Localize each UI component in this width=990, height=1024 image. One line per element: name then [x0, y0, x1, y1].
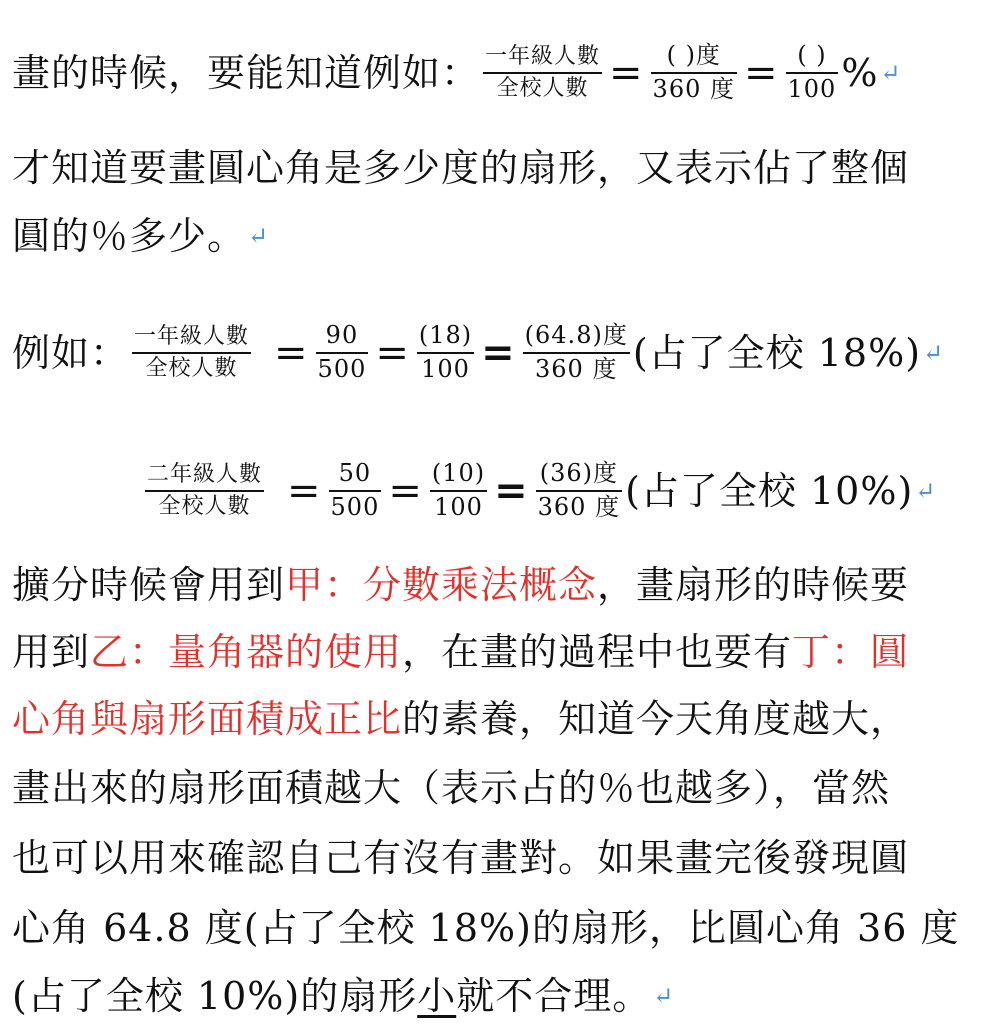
equals-sign: =	[375, 329, 410, 376]
text-run: 也可以用來確認自己有沒有畫對。如果畫完後發現圓	[12, 836, 910, 880]
text-run: 畫出來的扇形面積越大（表示占的％也越多），當然	[12, 766, 891, 810]
fraction-grade-over-total	[132, 324, 251, 381]
fraction-numerator: ( )	[797, 41, 827, 69]
fraction-degree	[523, 322, 630, 383]
example-line-2	[142, 460, 982, 521]
fraction-denominator: 360 度	[535, 354, 618, 383]
fraction-denominator: 360 度	[652, 74, 735, 103]
fraction-denominator: 100	[434, 492, 483, 521]
text-run: 用到	[12, 630, 91, 674]
para2-line1: 才知道要畫圓心角是多少度的扇形，又表示佔了整個	[12, 146, 910, 190]
equals-sign: =	[274, 329, 309, 376]
fraction-bar	[483, 72, 602, 74]
text-run: (占了全校 10%)的扇形	[12, 974, 418, 1018]
paragraph-mark-icon: ↵	[653, 982, 675, 1010]
fraction-denominator: 全校人數	[158, 493, 251, 519]
equals-sign: =	[481, 328, 516, 376]
formula-line-1	[12, 42, 982, 103]
fraction-denominator: 500	[317, 354, 367, 383]
fraction-bar	[316, 352, 369, 354]
text-line	[12, 974, 982, 1018]
example-prefix: 例如：	[12, 330, 130, 375]
fraction-denominator: 全校人數	[145, 355, 238, 381]
text-line	[12, 630, 982, 674]
fraction-bar	[523, 352, 630, 354]
fraction-denominator: 100	[421, 354, 470, 383]
fraction-count	[329, 460, 382, 521]
paragraph-mark-icon: ↵	[923, 338, 945, 367]
fraction-count	[316, 322, 369, 383]
fraction-grade-over-total	[483, 44, 602, 101]
percent-sign: %	[841, 50, 879, 95]
fraction-denominator: 360 度	[537, 492, 621, 521]
text-line	[12, 563, 982, 607]
fraction-bar	[536, 490, 622, 492]
fraction-numerator: ( )度	[666, 41, 721, 69]
para1-prefix: 畫的時候，要能知道例如：	[12, 50, 481, 95]
text-run: 擴分時候會用到	[12, 563, 286, 607]
equals-sign: =	[743, 49, 779, 96]
fraction-denominator: 500	[330, 492, 380, 521]
highlight-concept-d-cont: 心角與扇形面積成正比	[12, 697, 403, 741]
fraction-numerator: (10)	[431, 459, 486, 487]
highlight-concept-a: 甲：分數乘法概念	[285, 563, 598, 607]
fraction-bar	[145, 490, 264, 492]
equals-sign: =	[287, 467, 322, 514]
highlight-concept-b: 乙：量角器的使用	[90, 630, 403, 674]
text-run: ，畫扇形的時候要	[597, 563, 910, 607]
fraction-bar	[132, 352, 251, 354]
example-result: (占了全校 10%)	[625, 468, 914, 513]
paragraph-mark-icon: ↵	[915, 476, 937, 505]
fraction-numerator: 一年級人數	[485, 44, 601, 70]
fraction-percent	[786, 42, 839, 103]
fraction-bar	[651, 72, 737, 74]
example-line-1	[12, 322, 982, 383]
text-line	[12, 766, 982, 810]
equals-sign: =	[388, 467, 423, 514]
text-run: 就不合理。	[456, 974, 652, 1018]
fraction-numerator: 二年級人數	[147, 462, 263, 488]
fraction-numerator: 50	[338, 459, 372, 487]
fraction-numerator: (36)度	[539, 459, 618, 487]
fraction-numerator: (18)	[418, 321, 473, 349]
equals-sign: =	[494, 466, 529, 514]
text-line	[12, 214, 982, 258]
fraction-denominator: 全校人數	[496, 75, 589, 101]
para2-line2: 圓的％多少。	[12, 214, 247, 258]
fraction-numerator: (64.8)度	[524, 321, 628, 349]
fraction-numerator: 一年級人數	[134, 324, 250, 350]
equals-sign: =	[609, 49, 644, 96]
fraction-degree	[651, 42, 737, 103]
fraction-bar	[430, 490, 487, 492]
fraction-bar	[417, 352, 474, 354]
text-line	[12, 906, 982, 950]
paragraph-mark-icon: ↵	[248, 222, 270, 250]
fraction-bar	[786, 72, 839, 74]
paragraph-mark-icon: ↵	[880, 58, 902, 87]
fraction-percent	[430, 460, 487, 521]
fraction-denominator: 100	[787, 74, 837, 103]
text-line	[12, 697, 982, 741]
fraction-bar	[329, 490, 382, 492]
text-run: ，在畫的過程中也要有	[402, 630, 793, 674]
fraction-percent	[417, 322, 474, 383]
fraction-degree	[536, 460, 622, 521]
text-line	[12, 836, 982, 880]
underlined-word: 小	[417, 974, 457, 1018]
text-line	[12, 146, 982, 190]
text-run: 的素養，知道今天角度越大，	[402, 697, 910, 741]
fraction-numerator: 90	[325, 321, 359, 349]
highlight-concept-d: 丁：圓	[792, 630, 910, 674]
text-run: 心角 64.8 度(占了全校 18%)的扇形，比圓心角 36 度	[12, 906, 960, 950]
fraction-grade-over-total	[145, 462, 264, 519]
example-result: (占了全校 18%)	[632, 330, 922, 375]
